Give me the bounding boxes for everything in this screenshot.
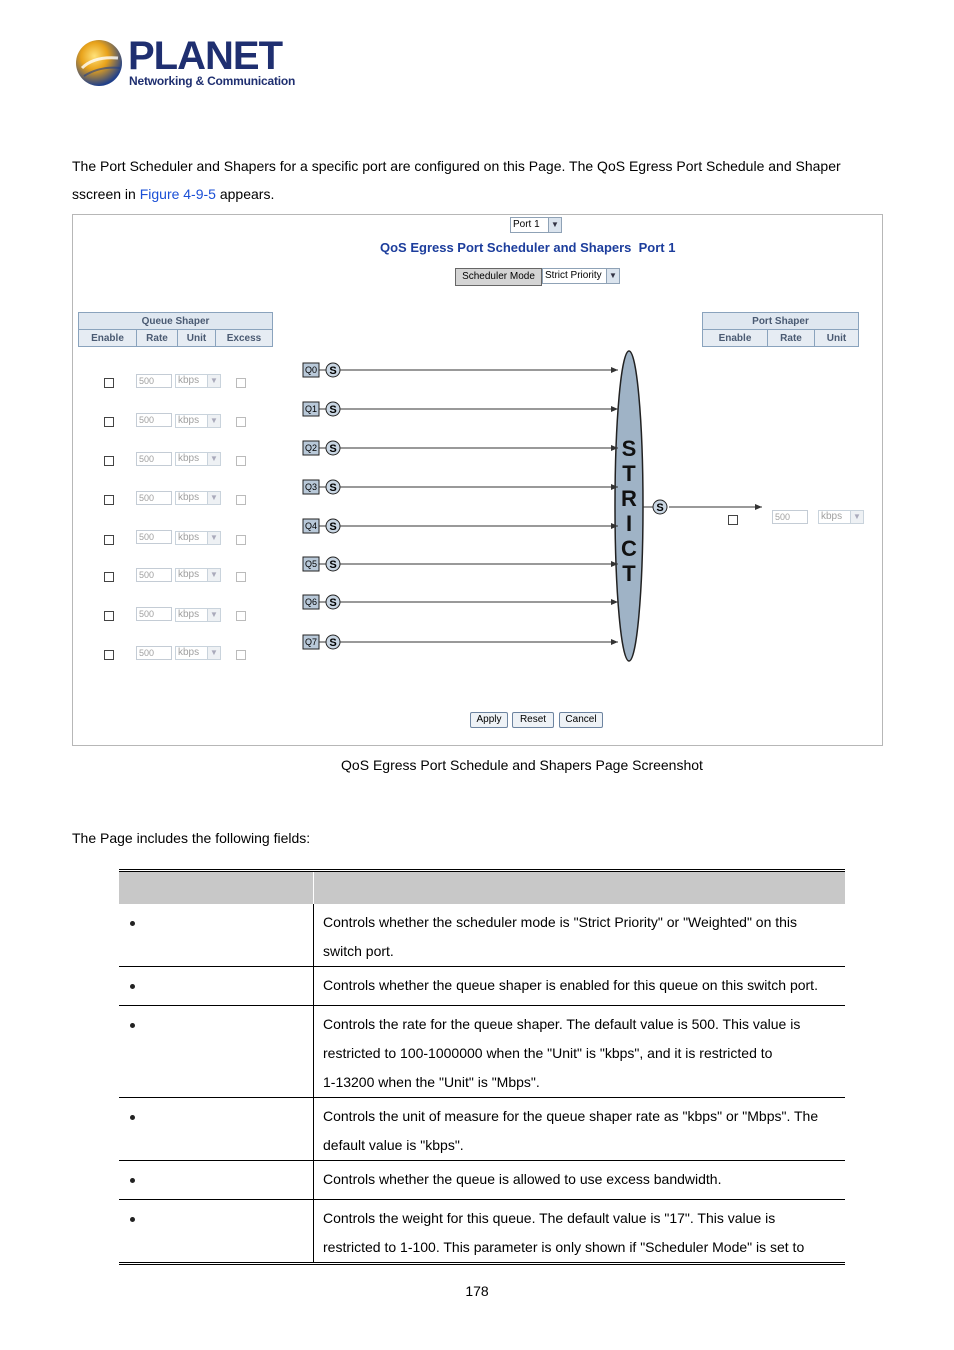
queue-unit-select[interactable] <box>175 452 221 466</box>
queue-unit-select[interactable] <box>175 646 221 660</box>
header-cell-description <box>314 871 846 905</box>
queue-label: Q0 <box>304 365 318 375</box>
queue-enable-checkbox[interactable] <box>104 572 114 582</box>
bullet-icon <box>130 1178 135 1183</box>
description-cell <box>314 904 846 967</box>
queue-label: Q2 <box>304 443 318 453</box>
queue-shaper-title: Queue Shaper <box>79 313 273 330</box>
queue-label: Q1 <box>304 404 318 414</box>
queue-rate-input[interactable]: 500 <box>136 568 172 582</box>
description-cell <box>314 1098 846 1161</box>
queue-rate-input[interactable]: 500 <box>136 452 172 466</box>
description-line: Controls the unit of measure for the queue shaper rate as "kbps" or "Mbps". The <box>323 1108 819 1124</box>
queue-unit-value: kbps <box>178 453 200 464</box>
strict-letter: C <box>621 536 637 561</box>
description-line: 1-13200 when the "Unit" is "Mbps". <box>323 1074 540 1090</box>
queue-enable-checkbox[interactable] <box>104 417 114 427</box>
description-line: restricted to 1-100. This parameter is only shown if "Scheduler Mode" is set to <box>323 1239 805 1255</box>
queue-enable-checkbox[interactable] <box>104 611 114 621</box>
queue-excess-checkbox[interactable] <box>236 495 246 505</box>
table-row <box>119 1006 845 1098</box>
table-row <box>119 1098 845 1161</box>
queue-label: Q4 <box>304 521 318 531</box>
port-select-value: Port 1 <box>513 219 540 230</box>
figure-caption: QoS Egress Port Schedule and Shapers Page Screenshot <box>341 757 703 773</box>
description-line: Controls whether the scheduler mode is "Strict Priority" or "Weighted" on this <box>323 914 798 930</box>
queue-rate-input[interactable]: 500 <box>136 374 172 388</box>
queue-enable-checkbox[interactable] <box>104 650 114 660</box>
port-shaper-unit-value: kbps <box>821 511 843 522</box>
col-enable: Enable <box>703 330 768 347</box>
queue-rate-input[interactable]: 500 <box>136 413 172 427</box>
description-cell <box>314 967 846 1006</box>
page-title: QoS Egress Port Scheduler and Shapers Port 1 <box>380 240 676 255</box>
chevron-down-icon: ▼ <box>207 375 220 387</box>
queue-rate-input[interactable]: 500 <box>136 530 172 544</box>
queue-enable-checkbox[interactable] <box>104 378 114 388</box>
description-line: Controls the rate for the queue shaper. The default value is 500. This value is <box>323 1016 801 1032</box>
object-cell <box>119 1200 314 1264</box>
queue-unit-select[interactable] <box>175 608 221 622</box>
object-cell <box>119 1006 314 1098</box>
table-row <box>119 1200 845 1264</box>
description-cell <box>314 1200 846 1264</box>
output-arrow <box>666 500 766 514</box>
queue-label: Q6 <box>304 597 318 607</box>
bullet-icon <box>130 1023 135 1028</box>
intro-paragraph <box>72 152 882 208</box>
queue-rate-input[interactable]: 500 <box>136 607 172 621</box>
planet-logo-globe-icon <box>74 38 124 88</box>
queue-unit-select[interactable] <box>175 414 221 428</box>
queue-enable-checkbox[interactable] <box>104 456 114 466</box>
queue-excess-checkbox[interactable] <box>236 611 246 621</box>
queue-shaper-symbol: S <box>329 597 337 609</box>
strict-letter: T <box>622 561 636 586</box>
queue-unit-value: kbps <box>178 415 200 426</box>
col-rate: Rate <box>768 330 815 347</box>
queue-enable-checkbox[interactable] <box>104 495 114 505</box>
cancel-button[interactable]: Cancel <box>559 712 603 728</box>
queue-unit-value: kbps <box>178 375 200 386</box>
col-rate: Rate <box>137 330 178 347</box>
queue-unit-value: kbps <box>178 647 200 658</box>
fields-intro: The Page includes the following fields: <box>72 830 311 846</box>
port-shaper-header <box>702 312 859 347</box>
chevron-down-icon: ▼ <box>606 269 619 283</box>
object-cell <box>119 1098 314 1161</box>
queue-excess-checkbox[interactable] <box>236 378 246 388</box>
queue-enable-checkbox[interactable] <box>104 535 114 545</box>
queue-label: Q7 <box>304 637 318 647</box>
bullet-icon <box>130 984 135 989</box>
queue-unit-value: kbps <box>178 569 200 580</box>
object-cell <box>119 904 314 967</box>
intro-line2-pre: sscreen in <box>72 186 140 202</box>
chevron-down-icon: ▼ <box>207 453 220 465</box>
queue-shaper-symbol: S <box>329 559 337 571</box>
table-row <box>119 904 845 967</box>
scheduler-mode-value: Strict Priority <box>545 270 602 281</box>
chevron-down-icon: ▼ <box>850 511 863 523</box>
strict-letter: R <box>621 486 637 511</box>
queue-excess-checkbox[interactable] <box>236 572 246 582</box>
chevron-down-icon: ▼ <box>207 569 220 581</box>
queue-unit-value: kbps <box>178 609 200 620</box>
queue-unit-select[interactable] <box>175 568 221 582</box>
chevron-down-icon: ▼ <box>207 532 220 544</box>
header-cell-object <box>119 871 314 905</box>
description-line: Controls whether the queue is allowed to use excess bandwidth. <box>323 1171 722 1187</box>
queue-rate-input[interactable]: 500 <box>136 646 172 660</box>
reset-button[interactable]: Reset <box>512 712 554 728</box>
queue-unit-value: kbps <box>178 492 200 503</box>
queue-lines <box>303 363 618 649</box>
queue-shaper-symbol: S <box>329 482 337 494</box>
queue-unit-select[interactable] <box>175 491 221 505</box>
col-unit: Unit <box>178 330 216 347</box>
col-unit: Unit <box>815 330 859 347</box>
apply-button[interactable]: Apply <box>470 712 508 728</box>
object-cell <box>119 1161 314 1200</box>
scheduler-diagram <box>296 346 676 666</box>
brand-tagline: Networking & Communication <box>129 74 296 88</box>
queue-label: Q5 <box>304 559 318 569</box>
description-line: default value is "kbps". <box>323 1137 464 1153</box>
port-shaper-unit-select[interactable] <box>818 510 864 524</box>
intro-line1: The Port Scheduler and Shapers for a specific port are configured on this Page. The QoS Egress Port Schedule and Shaper <box>72 158 841 174</box>
description-line: Controls whether the queue shaper is enabled for this queue on this switch port. <box>323 977 818 993</box>
port-select[interactable] <box>510 217 562 233</box>
strict-letter: T <box>622 461 636 486</box>
queue-unit-select[interactable] <box>175 531 221 545</box>
queue-unit-select[interactable] <box>175 374 221 388</box>
queue-excess-checkbox[interactable] <box>236 650 246 660</box>
description-line: Controls the weight for this queue. The default value is "17". This value is <box>323 1210 776 1226</box>
bullet-icon <box>130 921 135 926</box>
bullet-icon <box>130 1217 135 1222</box>
queue-shaper-symbol: S <box>329 637 337 649</box>
table-row <box>119 967 845 1006</box>
strict-letter: S <box>621 436 637 461</box>
queue-shaper-header <box>78 312 273 347</box>
table-header-row <box>119 871 845 905</box>
figure-link[interactable]: Figure 4-9-5 <box>139 186 216 202</box>
port-shaper-enable-checkbox[interactable] <box>728 515 738 525</box>
page-number: 178 <box>465 1283 489 1299</box>
queue-rate-input[interactable]: 500 <box>136 491 172 505</box>
chevron-down-icon: ▼ <box>207 492 220 504</box>
col-excess: Excess <box>216 330 273 347</box>
chevron-down-icon: ▼ <box>548 218 561 232</box>
scheduler-mode-select[interactable] <box>542 268 620 284</box>
intro-line2-post: appears. <box>215 186 275 202</box>
port-shaper-title: Port Shaper <box>703 313 859 330</box>
description-line: restricted to 100-1000000 when the "Unit" is "kbps", and it is restricted to <box>323 1045 773 1061</box>
queue-excess-checkbox[interactable] <box>236 417 246 427</box>
col-enable: Enable <box>79 330 137 347</box>
fields-table <box>119 869 845 1265</box>
queue-excess-checkbox[interactable] <box>236 456 246 466</box>
brand-name: PLANET <box>128 34 282 78</box>
chevron-down-icon: ▼ <box>207 609 220 621</box>
object-cell <box>119 967 314 1006</box>
description-cell <box>314 1161 846 1200</box>
queue-shaper-symbol: S <box>329 365 337 377</box>
bullet-icon <box>130 1115 135 1120</box>
port-shaper-symbol: S <box>656 502 664 514</box>
chevron-down-icon: ▼ <box>207 647 220 659</box>
queue-excess-checkbox[interactable] <box>236 535 246 545</box>
queue-shaper-symbol: S <box>329 443 337 455</box>
chevron-down-icon: ▼ <box>207 415 220 427</box>
queue-label: Q3 <box>304 482 318 492</box>
queue-shaper-symbol: S <box>329 521 337 533</box>
description-cell <box>314 1006 846 1098</box>
scheduler-mode-label: Scheduler Mode <box>455 268 542 286</box>
queue-unit-value: kbps <box>178 532 200 543</box>
port-shaper-rate-input[interactable]: 500 <box>772 510 808 524</box>
strict-letter: I <box>625 511 633 536</box>
queue-shaper-symbol: S <box>329 404 337 416</box>
description-line: switch port. <box>323 943 394 959</box>
table-row <box>119 1161 845 1200</box>
